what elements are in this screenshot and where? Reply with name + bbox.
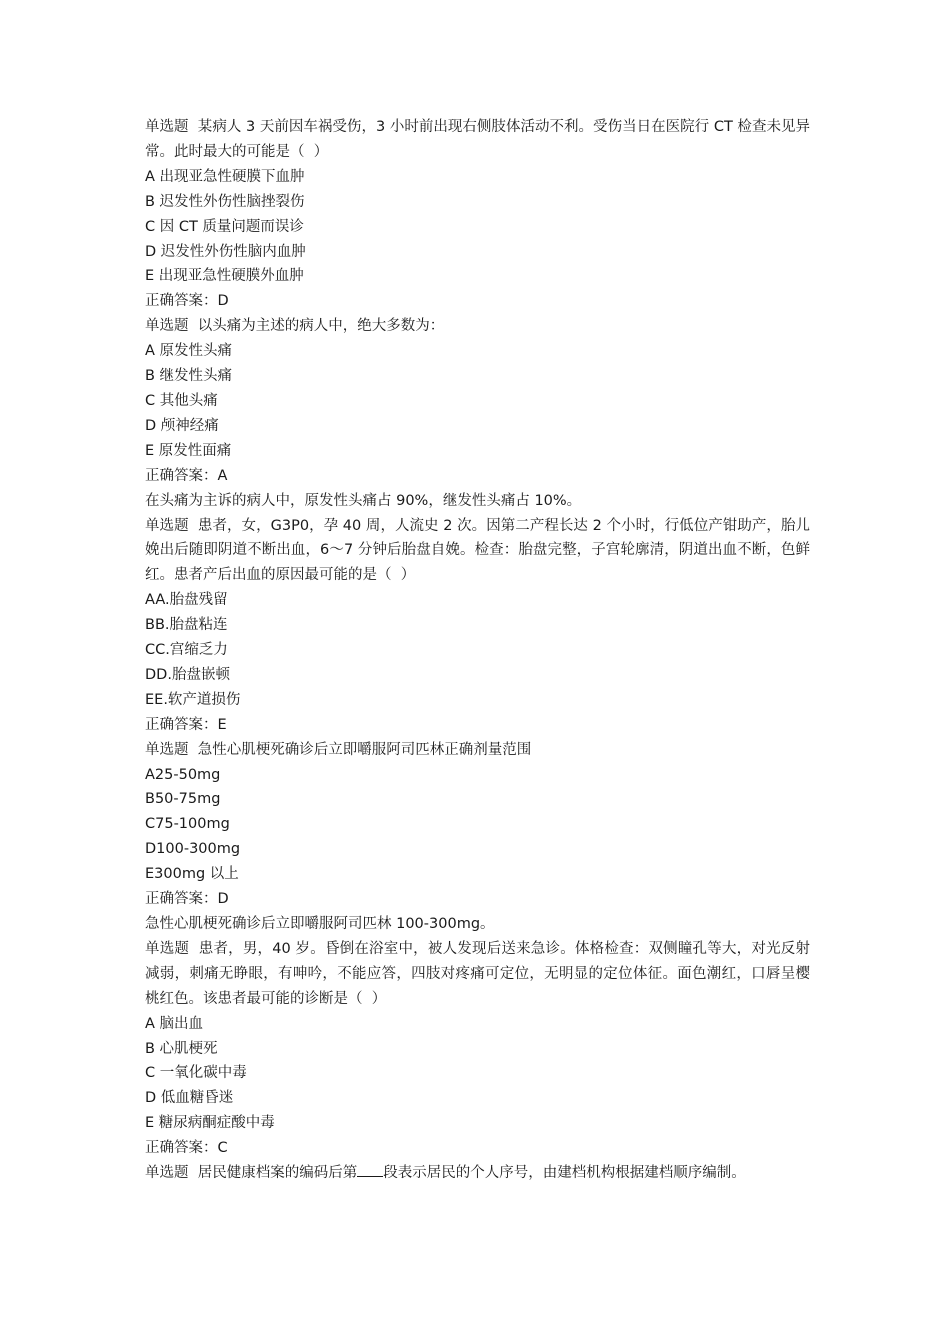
answer-option: D 低血糖昏迷 (145, 1090, 234, 1107)
question-2 (145, 314, 810, 513)
answer-option: D 迟发性外伤性脑内血肿 (145, 243, 306, 260)
answer-explanation: 急性心肌梗死确诊后立即嚼服阿司匹林 100-300mg。 (145, 916, 495, 932)
correct-answer: 正确答案：E (145, 716, 227, 733)
answer-explanation: 在头痛为主诉的病人中，原发性头痛占 90%，继发性头痛占 10%。 (145, 492, 582, 509)
answer-option: E 出现亚急性硬膜外血肿 (145, 268, 304, 285)
answer-option: C75-100mg (145, 816, 230, 833)
question-stem: 单选题 患者，女，G3P0，孕 40 周，人流史 2 次。因第二产程长达 2 个小时，行低位产钳助产，胎儿娩出后随即阴道不断出血，6～7 分钟后胎盘自娩。检查：胎盘完整，子宫轮廓清，阴道出血不断，色鲜红。患者产后出血的原因最可能的是（ ） (145, 517, 810, 584)
answer-option: E300mg 以上 (145, 866, 239, 883)
question-stem (145, 1161, 810, 1186)
question-3 (145, 514, 810, 738)
question-stem: 单选题 患者，男，40 岁。昏倒在浴室中，被人发现后送来急诊。体格检查：双侧瞳孔等大，对光反射减弱，刺痛无睁眼，有呻吟，不能应答，四肢对疼痛可定位，无明显的定位体征。面色潮红，口唇呈樱桃红色。该患者最可能的诊断是（ ） (145, 940, 810, 1007)
answer-option: AA.胎盘残留 (145, 592, 228, 609)
question-stem-part-2: 段表示居民的个人序号，由建档机构根据建档顺序编制。 (383, 1165, 746, 1182)
question-stem: 单选题 某病人 3 天前因车祸受伤，3 小时前出现右侧肢体活动不利。受伤当日在医院行 CT 检查未见异常。此时最大的可能是（ ） (145, 119, 810, 160)
answer-option: EE.软产道损伤 (145, 691, 241, 708)
answer-option: B 心肌梗死 (145, 1040, 218, 1057)
answer-option: DD.胎盘嵌顿 (145, 666, 230, 683)
answer-option: A 脑出血 (145, 1015, 204, 1032)
document-body (145, 115, 810, 1186)
question-6 (145, 1161, 810, 1186)
answer-option: A 原发性头痛 (145, 343, 233, 360)
correct-answer: 正确答案：C (145, 1140, 228, 1157)
question-stem-part-1: 单选题 居民健康档案的编码后第 (145, 1165, 358, 1182)
question-stem: 单选题 急性心肌梗死确诊后立即嚼服阿司匹林正确剂量范围 (145, 741, 532, 758)
correct-answer: 正确答案：D (145, 293, 229, 310)
correct-answer: 正确答案：A (145, 467, 228, 484)
answer-option: BB.胎盘粘连 (145, 617, 228, 634)
answer-option: B 迟发性外伤性脑挫裂伤 (145, 193, 305, 210)
question-list (145, 115, 810, 1161)
answer-option: B50-75mg (145, 791, 221, 808)
answer-option: D 颅神经痛 (145, 417, 219, 434)
answer-option: D100-300mg (145, 841, 241, 858)
question-4 (145, 738, 810, 937)
question-stem: 单选题 以头痛为主述的病人中，绝大多数为： (145, 318, 445, 335)
question-1 (145, 115, 810, 314)
answer-option: C 一氧化碳中毒 (145, 1065, 247, 1082)
answer-option: A 出现亚急性硬膜下血肿 (145, 168, 305, 185)
answer-option: CC.宫缩乏力 (145, 642, 228, 659)
answer-option: E 原发性面痛 (145, 442, 232, 459)
answer-option: A25-50mg (145, 766, 221, 783)
fill-in-blank (357, 1162, 383, 1177)
question-5 (145, 937, 810, 1161)
correct-answer: 正确答案：D (145, 891, 229, 908)
answer-option: E 糖尿病酮症酸中毒 (145, 1115, 275, 1132)
answer-option: C 因 CT 质量问题而误诊 (145, 218, 304, 235)
answer-option: C 其他头痛 (145, 392, 218, 409)
answer-option: B 继发性头痛 (145, 368, 233, 385)
